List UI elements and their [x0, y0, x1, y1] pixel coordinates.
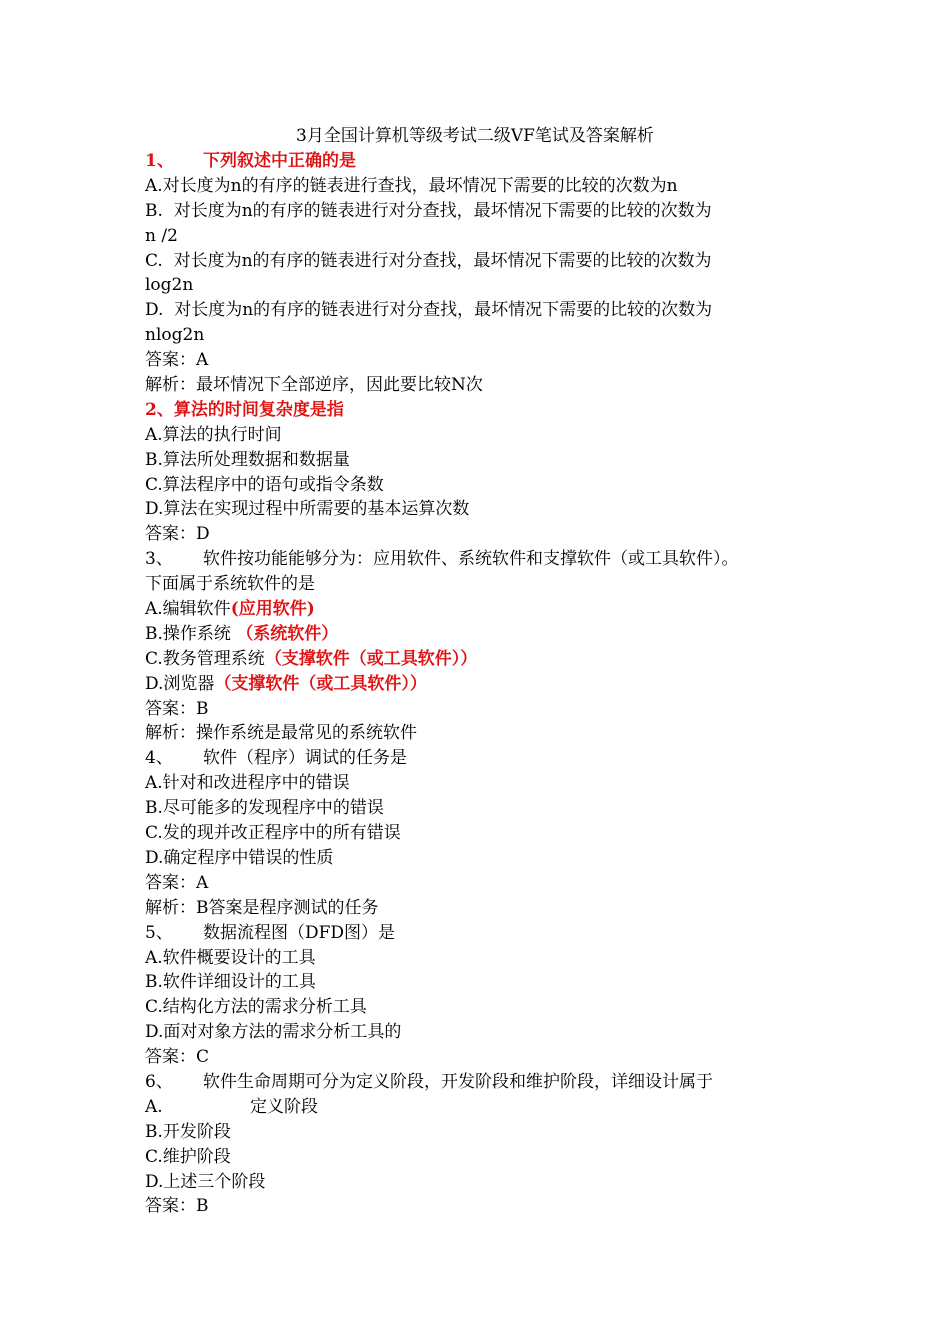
option-note: (应用软件) [230, 599, 315, 620]
option-a: A.针对和改进程序中的错误 [145, 773, 350, 794]
option-text: D.浏览器 [145, 673, 215, 694]
question-text: 软件生命周期可分为定义阶段，开发阶段和维护阶段，详细设计属于 [203, 1071, 713, 1092]
option-text: 定义阶段 [250, 1096, 318, 1117]
option-note: （系统软件） [236, 623, 339, 644]
question-text: 软件（程序）调试的任务是 [203, 748, 407, 769]
answer: 答案：A [145, 872, 209, 893]
option-c: C.算法程序中的语句或指令条数 [145, 474, 384, 495]
question-number: 5、 [145, 922, 173, 943]
option-note: （支撑软件（或工具软件）） [214, 673, 427, 694]
analysis: 解析：最坏情况下全部逆序，因此要比较N次 [145, 375, 483, 396]
question-3-stem [145, 547, 835, 572]
question-text: 软件按功能能够分为：应用软件、系统软件和支撑软件（或工具软件）。 [203, 549, 739, 570]
question-1-stem [145, 149, 835, 174]
option-d: D.上述三个阶段 [145, 1171, 266, 1192]
question-number: 4、 [145, 748, 173, 769]
option-b-continued: n /2 [145, 225, 178, 246]
question-number: 6、 [145, 1071, 173, 1092]
option-c: C. 对长度为n的有序的链表进行对分查找，最坏情况下需要的比较的次数为 [145, 250, 712, 271]
option-c [145, 647, 835, 672]
option-b: B.算法所处理数据和数据量 [145, 449, 350, 470]
option-d-continued: nlog2n [145, 325, 205, 346]
option-text: C.教务管理系统 [145, 648, 265, 669]
question-text: 下列叙述中正确的是 [203, 151, 356, 171]
option-label: A. [145, 1096, 163, 1117]
option-b: B.软件详细设计的工具 [145, 972, 316, 993]
option-a [145, 1095, 835, 1120]
question-6-stem [145, 1070, 835, 1095]
option-b: B.开发阶段 [145, 1121, 231, 1142]
answer: 答案：D [145, 524, 210, 545]
option-text: B.操作系统 [145, 623, 237, 644]
question-list [145, 149, 835, 1219]
question-number: 1、 [145, 151, 174, 171]
answer: 答案：B [145, 698, 209, 719]
answer: 答案：B [145, 1196, 209, 1217]
option-d [145, 672, 835, 697]
analysis: 解析：B答案是程序测试的任务 [145, 897, 379, 918]
option-b [145, 622, 835, 647]
option-c-continued: log2n [145, 275, 194, 296]
question-4-stem [145, 746, 835, 771]
option-note: （支撑软件（或工具软件）） [264, 648, 478, 669]
answer: 答案：C [145, 1047, 210, 1068]
option-c: C.发的现并改正程序中的所有错误 [145, 823, 401, 844]
option-c: C.结构化方法的需求分析工具 [145, 997, 367, 1018]
option-d: D.算法在实现过程中所需要的基本运算次数 [145, 499, 470, 520]
option-c: C.维护阶段 [145, 1146, 231, 1167]
question-number: 3、 [145, 549, 173, 570]
document-title: 3月全国计算机等级考试二级VF笔试及答案解析 [296, 126, 654, 146]
question-text: 数据流程图（DFD图）是 [203, 922, 396, 943]
option-d: D. 对长度为n的有序的链表进行对分查找，最坏情况下需要的比较的次数为 [145, 300, 713, 321]
option-a: A.算法的执行时间 [145, 424, 282, 445]
question-3-stem-continued: 下面属于系统软件的是 [145, 574, 315, 595]
question-5-stem [145, 921, 835, 946]
answer: 答案：A [145, 350, 209, 371]
option-b: B.尽可能多的发现程序中的错误 [145, 798, 384, 819]
option-b: B. 对长度为n的有序的链表进行对分查找，最坏情况下需要的比较的次数为 [145, 200, 712, 221]
option-a [145, 597, 835, 622]
option-d: D.面对对象方法的需求分析工具的 [145, 1022, 402, 1043]
option-a: A.对长度为n的有序的链表进行查找，最坏情况下需要的比较的次数为n [145, 175, 678, 196]
option-a: A.软件概要设计的工具 [145, 947, 316, 968]
question-2-stem: 2、算法的时间复杂度是指 [145, 399, 344, 420]
option-text: A.编辑软件 [145, 599, 231, 620]
option-d: D.确定程序中错误的性质 [145, 847, 334, 868]
analysis: 解析：操作系统是最常见的系统软件 [145, 723, 417, 744]
